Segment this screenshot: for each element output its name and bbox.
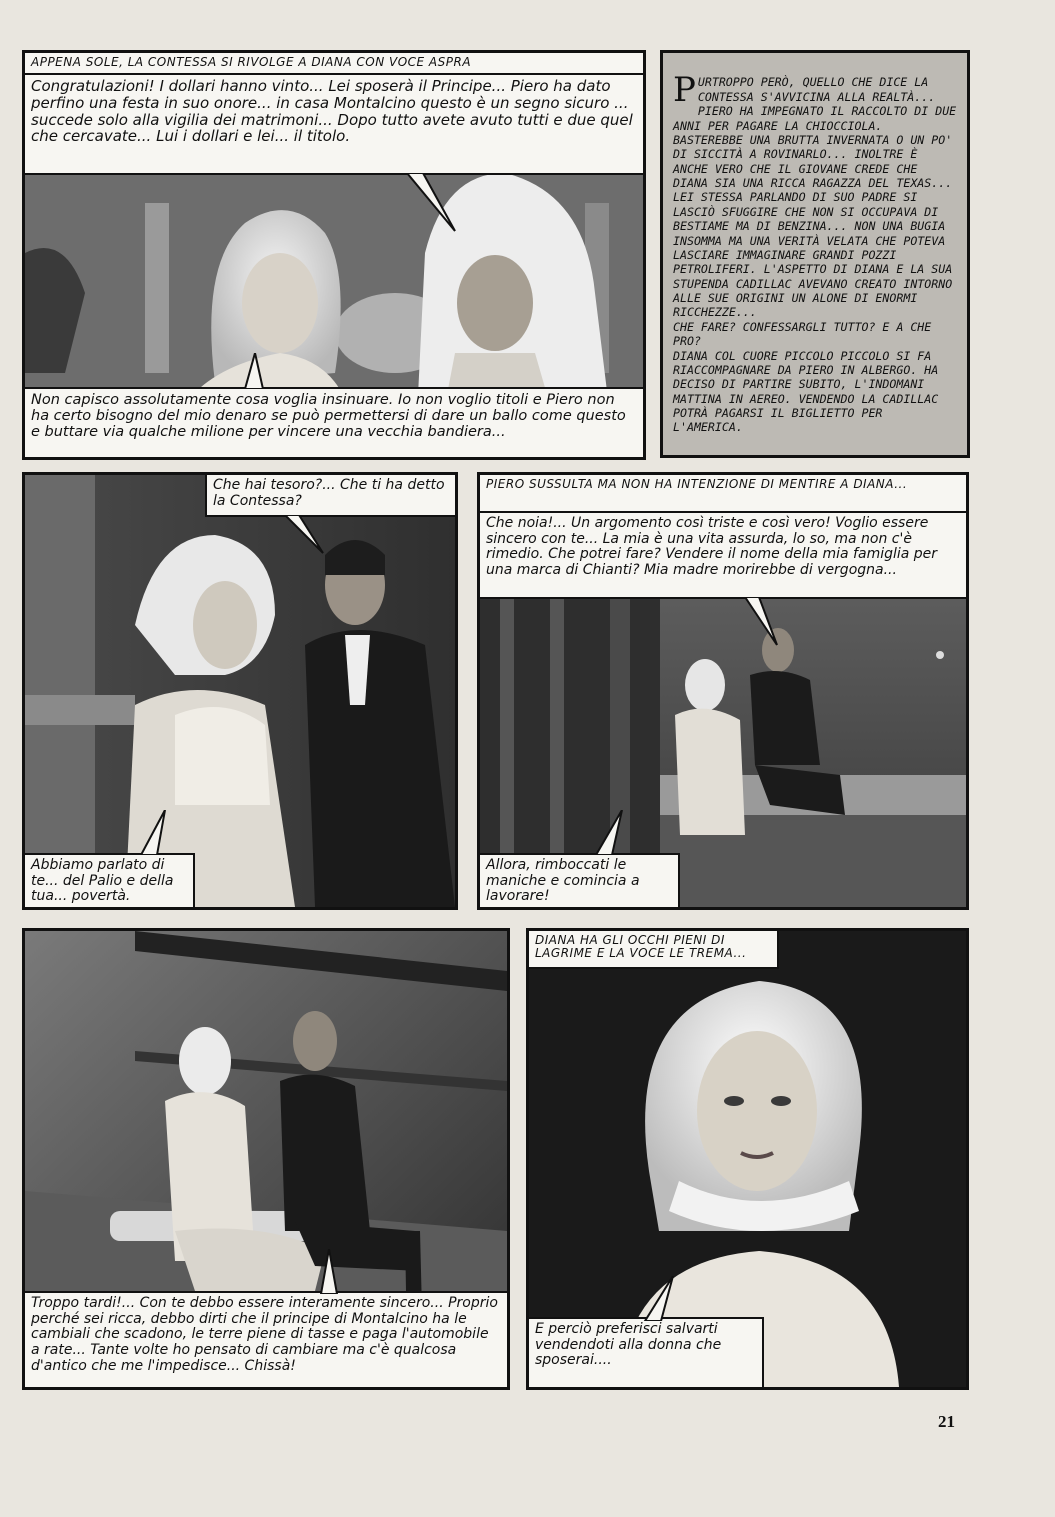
speech-tail bbox=[135, 810, 175, 855]
drop-cap: P bbox=[673, 70, 696, 111]
panel-1-narration: APPENA SOLE, LA CONTESSA SI RIVOLGE A DIANA CON VOCE ASPRA bbox=[25, 53, 643, 75]
panel-2 bbox=[22, 472, 458, 910]
panel-5-speech-piero: E perciò preferisci salvarti vendendoti alla donna che sposerai.... bbox=[529, 1317, 764, 1387]
panel-1-speech-contessa: Congratulazioni! I dollari hanno vinto... Lei sposerà il Principe... Piero ha dato perfino una festa in suo onore... in casa Montalcino questo è un segno sicuro ... succede solo alla vigilia dei matrimoni... Dopo tutto avete avuto tutti e due quel che cercavate... Lui i dollari e lei... il titolo. bbox=[25, 75, 643, 175]
speech-tail bbox=[590, 810, 630, 855]
panel-5 bbox=[526, 928, 969, 1390]
panel-2-photo bbox=[25, 475, 455, 907]
panel-5-narration: DIANA HA GLI OCCHI PIENI DI LAGRIME E LA VOCE LE TREMA... bbox=[529, 931, 779, 969]
panel-3-speech-diana: Allora, rimboccati le maniche e comincia a lavorare! bbox=[480, 853, 680, 907]
panel-2-speech-diana: Abbiamo parlato di te... del Palio e della tua... povertà. bbox=[25, 853, 195, 907]
speech-tail bbox=[405, 173, 465, 233]
speech-tail bbox=[745, 597, 785, 647]
panel-1 bbox=[22, 50, 646, 460]
narrative-text-block bbox=[660, 50, 970, 458]
panel-2-speech-piero: Che hai tesoro?... Che ti ha detto la Contessa? bbox=[205, 475, 455, 517]
panel-3 bbox=[477, 472, 969, 910]
speech-tail bbox=[639, 1276, 679, 1321]
panel-4-speech-piero: Troppo tardi!... Con te debbo essere interamente sincero... Proprio perché sei ricca, debbo dirti che il principe di Montalcino ha le cambiali che scadono, le terre piene di tasse e paga l'automobile a rate... Tante volte ho pensato di cambiare ma c'è qualcosa d'antico che me l'impedisce... Chissà! bbox=[25, 1291, 507, 1387]
speech-tail bbox=[285, 515, 325, 555]
narrative-text: URTROPPO PERÒ, QUELLO CHE DICE LA CONTESSA S'AVVICINA ALLA REALTÀ... PIERO HA IMPEGNATO IL RACCOLTO DI DUE ANNI PER PAGARE LA CHIOCCIOLA. BASTEREBBE UNA BRUTTA INVERNATA O UN PO' DI SICCITÀ A ROVINARLO... INOLTRE È ANCHE VERO CHE IL GIOVANE CREDE CHE DIANA SIA UNA RICCA RAGAZZA DEL TEXAS... LEI STESSA PARLANDO DI SUO PADRE SI LASCIÒ SFUGGIRE CHE NON SI OCCUPAVA DI BESTIAME MA DI BENZINA... NON UNA BUGIA INSOMMA MA UNA VERITÀ VELATA CHE POTEVA LASCIARE IMMAGINARE GRANDI POZZI PETROLIFERI. L'ASPETTO DI DIANA E LA SUA STUPENDA CADILLAC AVEVANO CREATO INTORNO ALLE SUE ORIGINI UN ALONE DI ENORMI RICCHEZZE... CHE FARE? CONFESSARGLI TUTTO? E A CHE PRO? DIANA COL CUORE PICCOLO PICCOLO SI FA RIACCOMPAGNARE DA PIERO IN ALBERGO. HA DECISO DI PARTIRE SUBITO, L'INDOMANI MATTINA IN AEREO. VENDENDO LA CADILLAC POTRÀ PAGARSI IL BIGLIETTO PER L'AMERICA. bbox=[673, 75, 957, 435]
panel-3-speech-piero: Che noia!... Un argomento così triste e così vero! Voglio essere sincero con te... La mia è una vita assurda, lo so, ma non c'è rimedio. Che potrei fare? Vendere il nome della mia famiglia per una marca di Chianti? Mia madre morirebbe di vergogna... bbox=[480, 513, 966, 599]
panel-1-speech-diana: Non capisco assolutamente cosa voglia insinuare. Io non voglio titoli e Piero non ha certo bisogno del mio denaro se può permettersi di dare un ballo come questo e buttare via qualche milione per vincere una vecchia bandiera... bbox=[25, 387, 643, 457]
panel-3-narration: PIERO SUSSULTA MA NON HA INTENZIONE DI MENTIRE A DIANA... bbox=[480, 475, 966, 513]
speech-tail bbox=[235, 353, 275, 389]
page-number: 21 bbox=[938, 1412, 955, 1431]
panel-4 bbox=[22, 928, 510, 1390]
speech-tail bbox=[315, 1249, 355, 1294]
